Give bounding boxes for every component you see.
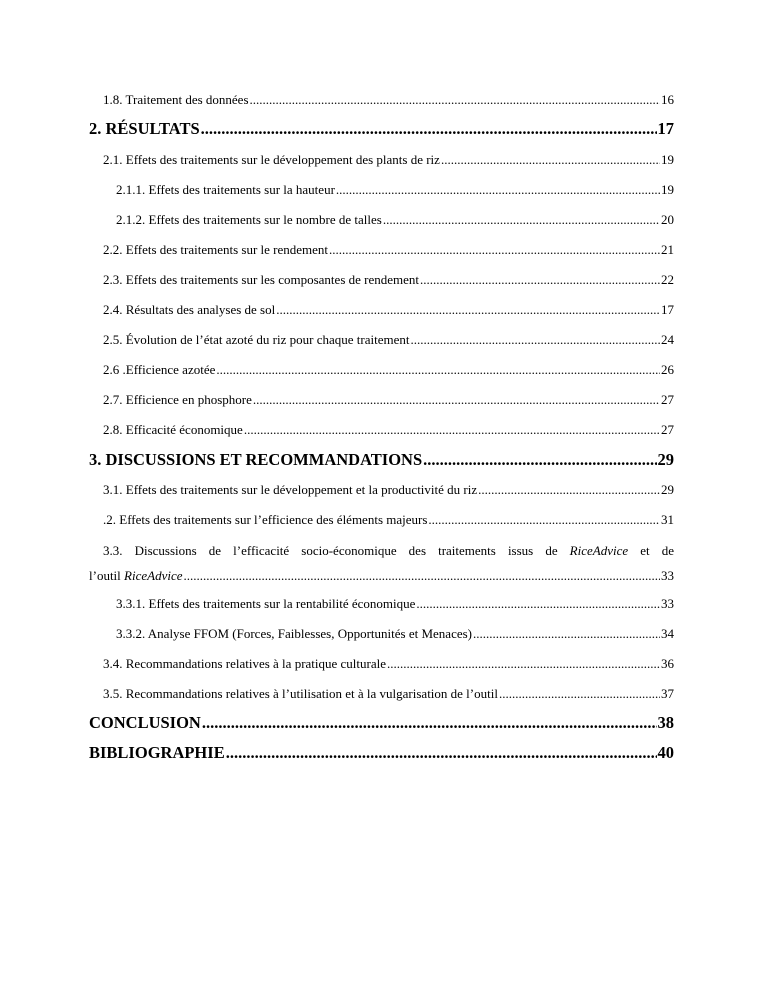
toc-entry-conclusion[interactable]: [89, 713, 674, 733]
toc-entry-page: 24: [661, 332, 674, 347]
toc-word: socio-économique: [301, 543, 397, 558]
toc-entry-2-1-2[interactable]: [116, 212, 674, 228]
toc-entry-2-1-1[interactable]: [116, 182, 674, 198]
toc-entry-title: 2. RÉSULTATS: [89, 119, 200, 138]
toc-entry-title: .2. Effets des traitements sur l’efficience des éléments majeurs: [103, 512, 428, 527]
toc-entry-page: 17: [661, 302, 674, 317]
toc-leader: [226, 743, 657, 763]
toc-leader: [201, 119, 657, 139]
toc-entry-3-2[interactable]: [103, 512, 674, 528]
toc-word: de: [545, 543, 558, 558]
toc-word: de: [661, 543, 674, 558]
toc-entry-2-5[interactable]: [103, 332, 674, 348]
toc-entry-page: 26: [661, 362, 674, 377]
toc-word: des: [408, 543, 427, 558]
toc-word-italic: [570, 538, 628, 563]
toc-entry-page: 17: [657, 119, 674, 138]
toc-entry-title: 3.3.2. Analyse FFOM (Forces, Faiblesses, Opportunités et Menaces): [116, 626, 473, 641]
toc-leader: [383, 212, 660, 228]
toc-entry-page: 22: [661, 272, 674, 287]
toc-entry-page: 38: [657, 713, 674, 732]
toc-entry-3-3[interactable]: [89, 538, 674, 588]
toc-word: traitements: [438, 543, 496, 558]
toc-entry-title: 3.4. Recommandations relatives à la pratique culturale: [103, 656, 387, 671]
toc-leader: [250, 92, 660, 108]
toc-entry-title: 3.5. Recommandations relatives à l’utilisation et à la vulgarisation de l’outil: [103, 686, 498, 701]
toc-entry-3-discussions[interactable]: [89, 450, 674, 470]
toc-leader: [420, 272, 660, 288]
toc-entry-title: BIBLIOGRAPHIE: [89, 743, 225, 762]
toc-entry-page: 33: [661, 568, 674, 583]
toc-entry-title: 2.4. Résultats des analyses de sol: [103, 302, 276, 317]
toc-entry-title-cont: [89, 563, 183, 588]
toc-entry-page: 29: [657, 450, 674, 469]
toc-leader: [202, 713, 657, 733]
toc-entry-2-1[interactable]: [103, 152, 674, 168]
toc-entry-page: 20: [661, 212, 674, 227]
toc-leader: [428, 512, 660, 528]
toc-entry-2-7[interactable]: [103, 392, 674, 408]
toc-entry-title-line2: [89, 563, 674, 588]
toc-entry-3-4[interactable]: [103, 656, 674, 672]
toc-entry-title: 2.1. Effets des traitements sur le développement des plants de riz: [103, 152, 440, 167]
toc-entry-2-8[interactable]: [103, 422, 674, 438]
toc-word: de: [208, 543, 222, 558]
toc-word: issus: [507, 543, 534, 558]
toc-entry-page: 33: [661, 596, 674, 611]
toc-entry-3-3-1[interactable]: [116, 596, 674, 612]
toc-entry-1-8[interactable]: [103, 92, 674, 108]
toc-leader: [423, 450, 656, 470]
toc-entry-2-resultats[interactable]: [89, 119, 674, 139]
toc-entry-page: 29: [661, 482, 674, 497]
toc-entry-page: 34: [661, 626, 674, 641]
toc-entry-title: 2.8. Efficacité économique: [103, 422, 243, 437]
toc-entry-title: 2.3. Effets des traitements sur les composantes de rendement: [103, 272, 420, 287]
toc-word: l’outil: [89, 568, 125, 583]
toc-entry-title-line1: [89, 538, 674, 563]
toc-leader: [441, 152, 660, 168]
toc-entry-title: 2.1.2. Effets des traitements sur le nombre de talles: [116, 212, 382, 227]
toc-word: l’efficacité: [233, 543, 290, 558]
toc-entry-page: 36: [661, 656, 674, 671]
riceadvice-italic: RiceAdvice: [124, 568, 183, 583]
toc-leader: [276, 302, 660, 318]
toc-entry-page: 19: [661, 152, 674, 167]
toc-leader: [410, 332, 660, 348]
toc-entry-title: 1.8. Traitement des données: [103, 92, 249, 107]
toc-entry-2-4[interactable]: [103, 302, 674, 318]
toc-entry-page: 40: [657, 743, 674, 762]
toc-leader: [329, 242, 660, 258]
toc-entry-2-2[interactable]: [103, 242, 674, 258]
toc-entry-title: 2.2. Effets des traitements sur le rendement: [103, 242, 329, 257]
toc-word: Discussions: [134, 543, 197, 558]
toc-leader: [244, 422, 660, 438]
toc-entry-3-1[interactable]: [103, 482, 674, 498]
toc-entry-3-3-2[interactable]: [116, 626, 674, 642]
toc-leader: [336, 182, 660, 198]
toc-entry-title: 2.6 .Efficience azotée: [103, 362, 216, 377]
toc-entry-page: 37: [661, 686, 674, 701]
toc-entry-title: 3.3.1. Effets des traitements sur la rentabilité économique: [116, 596, 416, 611]
toc-entry-title: 3.1. Effets des traitements sur le développement et la productivité du riz: [103, 482, 478, 497]
toc-entry-page: 21: [661, 242, 674, 257]
toc-leader: [499, 686, 660, 702]
toc-word: 3.3.: [103, 543, 123, 558]
toc-entry-3-5[interactable]: [103, 686, 674, 702]
toc-entry-title: 2.1.1. Effets des traitements sur la hauteur: [116, 182, 335, 197]
toc-word: et: [640, 543, 650, 558]
toc-leader: [253, 392, 660, 408]
toc-leader: [387, 656, 660, 672]
riceadvice-italic: RiceAdvice: [569, 543, 629, 558]
toc-leader: [184, 563, 661, 588]
toc-entry-2-6[interactable]: [103, 362, 674, 378]
toc-leader: [473, 626, 660, 642]
toc-leader: [216, 362, 660, 378]
toc-entry-title: 3. DISCUSSIONS ET RECOMMANDATIONS: [89, 450, 423, 469]
toc-entry-page: 27: [661, 392, 674, 407]
toc-entry-page: 27: [661, 422, 674, 437]
toc-entry-title: 2.7. Efficience en phosphore: [103, 392, 252, 407]
toc-leader: [416, 596, 660, 612]
toc-entry-page: 19: [661, 182, 674, 197]
toc-leader: [478, 482, 660, 498]
toc-entry-page: 31: [661, 512, 674, 527]
toc-entry-bibliographie[interactable]: [89, 743, 674, 763]
toc-entry-page: 16: [661, 92, 674, 107]
toc-entry-2-3[interactable]: [103, 272, 674, 288]
toc-entry-title: CONCLUSION: [89, 713, 201, 732]
toc-entry-title: 2.5. Évolution de l’état azoté du riz pour chaque traitement: [103, 332, 410, 347]
